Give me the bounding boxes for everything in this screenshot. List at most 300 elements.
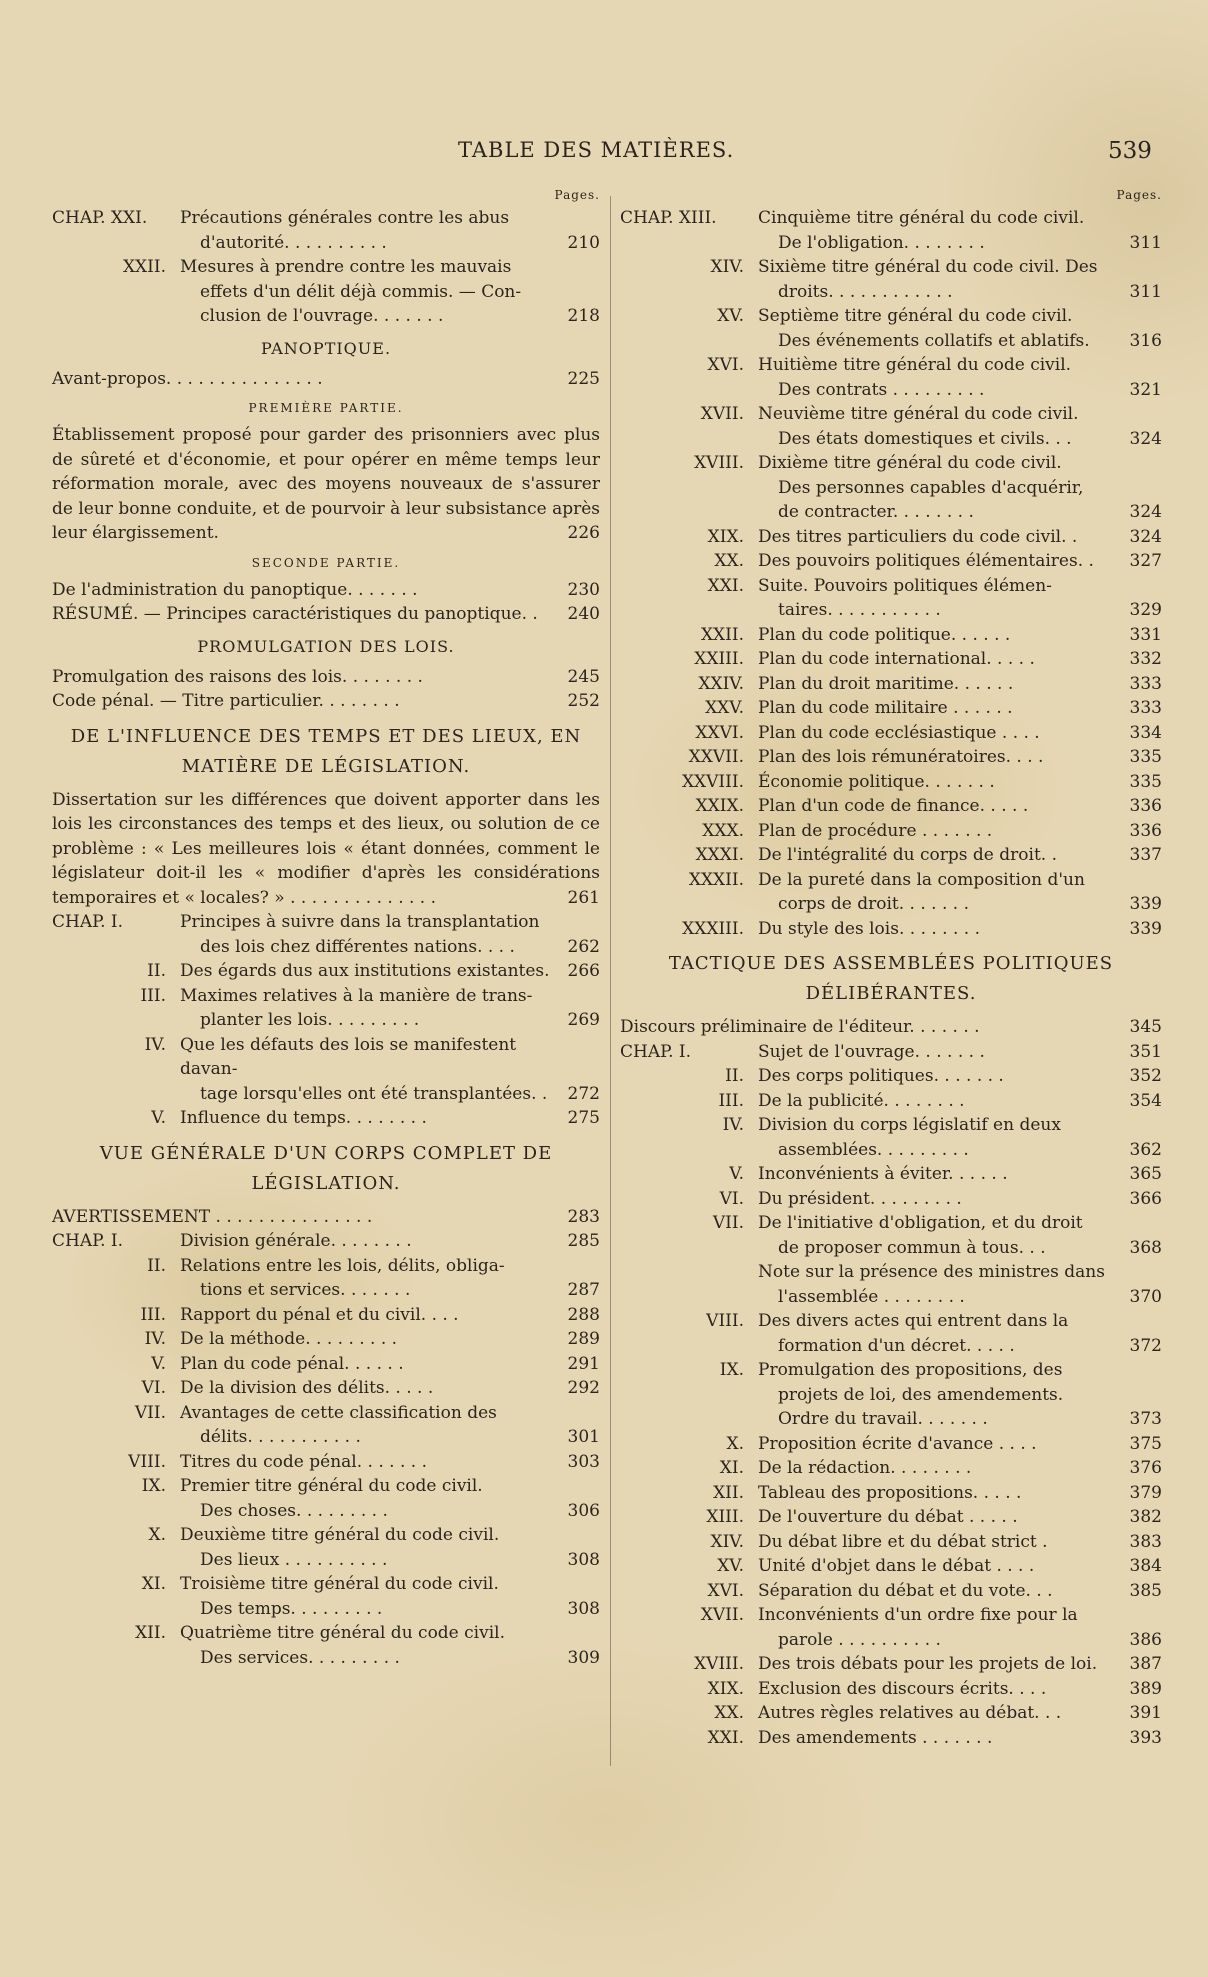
chapter-number: XII. [713, 1482, 744, 1503]
toc-entry [52, 984, 600, 1033]
toc-entry [52, 1106, 600, 1131]
toc-entry [620, 721, 1162, 746]
chapter-number: XXIII. [694, 649, 744, 669]
toc-entry [620, 1064, 1162, 1089]
page-ref: 345 [1129, 1017, 1162, 1037]
entry-text: clusion de l'ouvrage. . . . . . . [200, 306, 444, 326]
page-ref: 285 [567, 1231, 600, 1251]
page-ref: 266 [567, 961, 600, 981]
toc-entry [620, 255, 1162, 304]
toc-entry [52, 1376, 600, 1401]
entry-text: Des égards dus aux institutions existantes. [180, 961, 550, 981]
entry-text: tage lorsqu'elles ont été transplantées. . [200, 1083, 548, 1104]
page-ref: 316 [1129, 330, 1162, 351]
entry-text: Des états domestiques et civils. . . [778, 428, 1072, 449]
chapter-number: V. [729, 1164, 744, 1184]
page-ref: 352 [1129, 1066, 1162, 1086]
entry-text: Relations entre les lois, délits, obliga- [180, 1255, 505, 1276]
toc-entry [620, 1309, 1162, 1358]
entry-text: Des contrats . . . . . . . . . [778, 379, 985, 400]
entry-text: Discours préliminaire de l'éditeur. . . . . . . [620, 1017, 980, 1037]
chapter-number: VIII. [706, 1311, 744, 1331]
page-ref: 379 [1129, 1482, 1162, 1503]
chapter-number: X. [726, 1433, 744, 1454]
toc-entry [52, 910, 600, 959]
chapter-number: XI. [141, 1574, 166, 1594]
toc-entry [620, 1040, 1162, 1065]
entry-text: Des trois débats pour les projets de loi. [758, 1654, 1098, 1674]
page-ref: 331 [1129, 624, 1162, 645]
page-ref: 245 [567, 666, 600, 687]
toc-entry [52, 1621, 600, 1670]
toc-entry [620, 1358, 1162, 1432]
chapter-number: XX. [714, 551, 744, 571]
toc-entry [620, 794, 1162, 819]
chapter-number: IV. [144, 1034, 166, 1055]
chapter-number: IX. [719, 1360, 744, 1380]
page-ref: 306 [567, 1500, 600, 1521]
section-heading: TACTIQUE DES ASSEMBLÉES POLITIQUES DÉLIBÉRANTES. [668, 953, 1114, 1004]
entry-text: Plan du droit maritime. . . . . . [758, 673, 1014, 694]
toc-entry [620, 1530, 1162, 1555]
chapter-number: XXII. [700, 624, 744, 645]
entry-text: Influence du temps. . . . . . . . [180, 1108, 427, 1128]
toc-paragraph-entry [52, 788, 600, 911]
toc-entry [620, 819, 1162, 844]
entry-text: Cinquième titre général du code civil. [758, 208, 1085, 228]
chapter-number: XXVII. [688, 747, 744, 767]
toc-entry [620, 402, 1162, 451]
entry-text: Des événements collatifs et ablatifs. [778, 330, 1090, 351]
page-ref: 389 [1129, 1678, 1162, 1699]
chapter-number: XIX. [707, 1678, 744, 1699]
chapter-number: VII. [134, 1402, 166, 1423]
entry-text: Rapport du pénal et du civil. . . . [180, 1304, 459, 1325]
entry-text: corps de droit. . . . . . . [778, 894, 970, 914]
running-title: TABLE DES MATIÈRES. [458, 138, 735, 162]
page-ref: 386 [1129, 1629, 1162, 1650]
chapter-number: VI. [719, 1188, 744, 1209]
toc-entry [620, 1701, 1162, 1726]
chapter-number: XIX. [707, 526, 744, 547]
chapter-number: CHAP. XXI. [52, 208, 148, 228]
chapter-number: XXXIII. [682, 918, 744, 939]
toc-entry [620, 1260, 1162, 1309]
chapter-number: V. [151, 1108, 166, 1128]
entry-text: Unité d'objet dans le débat . . . . [758, 1556, 1035, 1576]
entry-text: effets d'un délit déjà commis. — Con- [200, 281, 522, 302]
toc-entry [620, 623, 1162, 648]
section-heading: VUE GÉNÉRALE D'UN CORPS COMPLET DE LÉGISLATION. [99, 1142, 553, 1194]
entry-text: Plan d'un code de finance. . . . . [758, 796, 1029, 816]
page-ref: 321 [1129, 379, 1162, 400]
toc-entry [620, 1652, 1162, 1677]
toc-entry [620, 549, 1162, 574]
chapter-number: CHAP. I. [52, 1231, 124, 1251]
pages-label: Pages. [554, 188, 600, 202]
page-ref: 289 [567, 1329, 600, 1349]
page-ref: 226 [567, 523, 600, 543]
page-ref: 252 [567, 691, 600, 711]
entry-text: Division du corps législatif en deux [758, 1115, 1061, 1135]
page-ref: 308 [567, 1598, 600, 1619]
entry-text: Plan du code international. . . . . [758, 649, 1035, 669]
toc-entry [52, 1205, 600, 1230]
toc-entry [620, 1677, 1162, 1702]
page-ref: 240 [567, 604, 600, 624]
entry-text: de proposer commun à tous. . . [778, 1237, 1046, 1258]
toc-entry [620, 1015, 1162, 1040]
page-ref: 262 [567, 936, 600, 957]
entry-text: Promulgation des raisons des lois. . . . . . . . [52, 666, 423, 687]
chapter-number: VIII. [128, 1451, 166, 1472]
chapter-number: XV. [717, 306, 744, 326]
chapter-number: XIII. [706, 1507, 744, 1527]
chapter-number: XXI. [707, 575, 744, 596]
entry-text: parole . . . . . . . . . . [778, 1629, 941, 1650]
entry-text: Septième titre général du code civil. [758, 306, 1073, 326]
page-number: 539 [1108, 138, 1152, 164]
toc-entry [620, 1505, 1162, 1530]
entry-text: Neuvième titre général du code civil. [758, 404, 1079, 424]
entry-text: Proposition écrite d'avance . . . . [758, 1433, 1037, 1454]
page-ref: 383 [1129, 1531, 1162, 1552]
toc-entry [620, 1579, 1162, 1604]
entry-text: De l'obligation. . . . . . . . [778, 232, 985, 253]
entry-text: assemblées. . . . . . . . . [778, 1139, 969, 1160]
chapter-number: IX. [141, 1476, 166, 1496]
entry-text: planter les lois. . . . . . . . . [200, 1010, 420, 1030]
entry-text: Des corps politiques. . . . . . . [758, 1066, 1004, 1086]
entry-text: Promulgation des propositions, des [758, 1360, 1063, 1380]
toc-entry [620, 1481, 1162, 1506]
entry-text: Titres du code pénal. . . . . . . [180, 1451, 427, 1472]
toc-entry [620, 1162, 1162, 1187]
page-ref: 311 [1129, 232, 1162, 253]
entry-text: l'assemblée . . . . . . . . [778, 1286, 965, 1307]
chapter-number: XIV. [710, 257, 744, 277]
section-heading: PROMULGATION DES LOIS. [197, 636, 455, 656]
page-ref: 351 [1129, 1041, 1162, 1062]
entry-text: d'autorité. . . . . . . . . . [200, 232, 387, 253]
entry-text: De la pureté dans la composition d'un [758, 869, 1085, 890]
entry-text: tions et services. . . . . . . [200, 1280, 411, 1300]
page-ref: 291 [567, 1353, 600, 1374]
entry-text: De la publicité. . . . . . . . [758, 1090, 965, 1111]
toc-entry [620, 1187, 1162, 1212]
entry-text: Plan du code ecclésiastique . . . . [758, 722, 1040, 743]
toc-entry [52, 578, 600, 603]
entry-text: Des lieux . . . . . . . . . . [200, 1549, 388, 1570]
chapter-number: IV. [144, 1329, 166, 1349]
chapter-number: XVII. [700, 1605, 744, 1625]
entry-text: des lois chez différentes nations. . . . [200, 936, 515, 957]
toc-entry [52, 367, 600, 392]
section-heading: PREMIÈRE PARTIE. [248, 401, 404, 415]
right-column [620, 188, 1162, 1750]
toc-entry [620, 353, 1162, 402]
page-ref: 333 [1129, 698, 1162, 718]
chapter-number: II. [725, 1066, 744, 1086]
page-ref: 354 [1129, 1090, 1162, 1111]
chapter-number: XXX. [702, 820, 744, 841]
chapter-number: CHAP. I. [620, 1041, 692, 1062]
chapter-number: XII. [135, 1623, 166, 1643]
page-ref: 332 [1129, 649, 1162, 669]
entry-text: Division générale. . . . . . . . [180, 1231, 412, 1251]
page-ref: 339 [1129, 918, 1162, 939]
entry-text: Des choses. . . . . . . . . [200, 1500, 388, 1521]
entry-text: AVERTISSEMENT . . . . . . . . . . . . . . . [52, 1206, 373, 1227]
entry-text: Quatrième titre général du code civil. [180, 1623, 505, 1643]
toc-entry [620, 745, 1162, 770]
page-ref: 365 [1129, 1164, 1162, 1184]
entry-text: Des temps. . . . . . . . . [200, 1598, 383, 1619]
entry-text: Mesures à prendre contre les mauvais [180, 257, 512, 277]
toc-entry [620, 843, 1162, 868]
page-ref: 292 [567, 1378, 600, 1398]
chapter-number: IV. [722, 1115, 744, 1135]
chapter-number: CHAP. XIII. [620, 208, 717, 228]
entry-text: Du débat libre et du débat strict . [758, 1531, 1048, 1552]
page-ref: 336 [1129, 820, 1162, 841]
entry-text: Établissement proposé pour garder des prisonniers avec plus de sûreté et d'économie, et pour opérer en même temps leur réformation morale, avec des moyens nouveaux de s'assurer de leur bonne conduite, et de pourvoir à leur subsistance après leur élargissement. [52, 425, 600, 543]
page-ref: 335 [1129, 771, 1162, 792]
toc-entry [620, 770, 1162, 795]
page-ref: 329 [1129, 600, 1162, 620]
entry-text: Économie politique. . . . . . . [758, 771, 995, 792]
page-ref: 275 [567, 1108, 600, 1128]
left-column [52, 188, 600, 1670]
toc-entry [620, 451, 1162, 525]
page-ref: 337 [1129, 845, 1162, 865]
chapter-number: XXIV. [698, 673, 744, 694]
entry-text: Sujet de l'ouvrage. . . . . . . [758, 1041, 985, 1062]
entry-text: Troisième titre général du code civil. [180, 1574, 499, 1594]
page-ref: 382 [1129, 1507, 1162, 1527]
entry-text: Dissertation sur les différences que doivent apporter dans les lois les circonstances des temps et des lieux, ou solution de ce problème : « Les meilleures lois « étant données, comment le législateur doit-il les « modifier d'après les considérations temporaires et « locales? » . . . . . . . . . . . . . . [52, 789, 600, 908]
chapter-number: XXXI. [695, 845, 744, 865]
chapter-number: XXVIII. [681, 771, 744, 792]
page-ref: 218 [567, 306, 600, 326]
toc-entry [52, 1254, 600, 1303]
entry-text: Deuxième titre général du code civil. [180, 1525, 500, 1545]
entry-text: Plan des lois rémunératoires. . . . [758, 747, 1044, 767]
entry-text: Tableau des propositions. . . . . [758, 1482, 1022, 1503]
entry-text: Des services. . . . . . . . . [200, 1647, 400, 1668]
toc-entry [620, 1089, 1162, 1114]
toc-entry [620, 574, 1162, 623]
entry-text: Des personnes capables d'acquérir, [778, 477, 1084, 498]
toc-entry [52, 1450, 600, 1475]
toc-entry [52, 255, 600, 329]
entry-text: Dixième titre général du code civil. [758, 453, 1062, 473]
page-ref: 261 [567, 887, 600, 908]
entry-text: de contracter. . . . . . . . [778, 502, 974, 522]
chapter-number: XVIII. [694, 1654, 744, 1674]
entry-text: Premier titre général du code civil. [180, 1476, 483, 1496]
page-ref: 339 [1129, 894, 1162, 914]
page-ref: 334 [1129, 722, 1162, 743]
chapter-number: CHAP. I. [52, 912, 124, 932]
chapter-number: III. [718, 1090, 744, 1111]
entry-text: Ordre du travail. . . . . . . [778, 1409, 988, 1429]
chapter-number: XV. [717, 1556, 744, 1576]
column-divider [610, 196, 611, 1766]
toc-entry [620, 1113, 1162, 1162]
chapter-number: XXV. [705, 698, 744, 718]
page-ref: 287 [567, 1280, 600, 1300]
page-ref: 309 [567, 1647, 600, 1668]
section-heading: DE L'INFLUENCE DES TEMPS ET DES LIEUX, EN MATIÈRE DE LÉGISLATION. [70, 725, 582, 777]
toc-entry [52, 665, 600, 690]
toc-entry [52, 206, 600, 255]
page-ref: 387 [1129, 1654, 1162, 1674]
toc-entry [52, 1474, 600, 1523]
page-ref: 327 [1129, 551, 1162, 571]
entry-text: Des pouvoirs politiques élémentaires. . [758, 551, 1094, 571]
page-ref: 311 [1129, 281, 1162, 302]
entry-text: De la méthode. . . . . . . . . [180, 1329, 398, 1349]
toc-entry [620, 672, 1162, 697]
entry-text: Sixième titre général du code civil. Des [758, 257, 1098, 277]
entry-text: droits. . . . . . . . . . . . [778, 281, 953, 302]
toc-entry [52, 1303, 600, 1328]
toc-entry [620, 1726, 1162, 1751]
toc-entry [620, 647, 1162, 672]
chapter-number: XVI. [707, 355, 744, 375]
page-ref: 384 [1129, 1556, 1162, 1576]
entry-text: De la division des délits. . . . . [180, 1378, 434, 1398]
toc-entry [620, 696, 1162, 721]
page-ref: 303 [567, 1451, 600, 1472]
entry-text: Séparation du débat et du vote. . . [758, 1580, 1053, 1601]
page-ref: 308 [567, 1549, 600, 1570]
toc-entry [52, 1523, 600, 1572]
toc-entry [52, 689, 600, 714]
chapter-number: XXVI. [695, 722, 744, 743]
page-ref: 333 [1129, 673, 1162, 694]
entry-text: Plan de procédure . . . . . . . [758, 820, 993, 841]
page-ref: 366 [1129, 1188, 1162, 1209]
page-ref: 373 [1129, 1409, 1162, 1429]
page-ref: 272 [567, 1083, 600, 1104]
toc-entry [52, 1401, 600, 1450]
entry-text: De l'intégralité du corps de droit. . [758, 845, 1057, 865]
entry-text: Plan du code politique. . . . . . [758, 624, 1011, 645]
section-heading: PANOPTIQUE. [260, 338, 392, 358]
entry-text: Précautions générales contre les abus [180, 208, 510, 228]
pages-label: Pages. [1116, 188, 1162, 202]
chapter-number: III. [140, 1304, 166, 1325]
page-ref: 376 [1129, 1458, 1162, 1478]
toc-entry [620, 1554, 1162, 1579]
toc-entry [52, 602, 600, 627]
chapter-number: II. [147, 961, 166, 981]
chapter-number: VII. [712, 1213, 744, 1233]
chapter-number: X. [148, 1525, 166, 1545]
entry-text: Des divers actes qui entrent dans la [758, 1311, 1069, 1331]
entry-text: Des amendements . . . . . . . [758, 1727, 993, 1748]
chapter-number: XVII. [700, 404, 744, 424]
page-ref: 370 [1129, 1286, 1162, 1307]
entry-text: formation d'un décret. . . . . [778, 1335, 1015, 1356]
page-ref: 288 [567, 1304, 600, 1325]
chapter-number: XI. [719, 1458, 744, 1478]
entry-text: taires. . . . . . . . . . . [778, 600, 941, 620]
entry-text: Code pénal. — Titre particulier. . . . . . . . [52, 691, 400, 711]
chapter-number: VI. [141, 1378, 166, 1398]
entry-text: Huitième titre général du code civil. [758, 355, 1072, 375]
entry-text: Autres règles relatives au débat. . . [758, 1703, 1062, 1723]
toc-entry [620, 917, 1162, 942]
page-ref: 324 [1129, 428, 1162, 449]
entry-text: Plan du code pénal. . . . . . [180, 1353, 404, 1374]
chapter-number: XXIX. [695, 796, 744, 816]
toc-entry [620, 304, 1162, 353]
chapter-number: XVI. [707, 1580, 744, 1601]
chapter-number: XXI. [707, 1727, 744, 1748]
entry-text: De l'ouverture du débat . . . . . [758, 1507, 1018, 1527]
entry-text: Maximes relatives à la manière de trans- [180, 985, 533, 1006]
entry-text: De l'initiative d'obligation, et du droit [758, 1213, 1083, 1233]
entry-text: délits. . . . . . . . . . . [200, 1427, 361, 1447]
toc-entry [620, 206, 1162, 255]
entry-text: Avantages de cette classification des [180, 1402, 497, 1423]
entry-text: RÉSUMÉ. — Principes caractéristiques du panoptique. . [52, 604, 538, 624]
toc-entry [52, 1033, 600, 1107]
page-ref: 283 [567, 1206, 600, 1227]
entry-text: Des titres particuliers du code civil. . [758, 526, 1078, 547]
page-ref: 375 [1129, 1433, 1162, 1454]
entry-text: Que les défauts des lois se manifestent davan- [180, 1034, 517, 1079]
entry-text: Principes à suivre dans la transplantation [180, 912, 540, 932]
page-ref: 368 [1129, 1237, 1162, 1258]
entry-text: Du président. . . . . . . . . [758, 1188, 962, 1209]
page-ref: 324 [1129, 526, 1162, 547]
page-ref: 336 [1129, 796, 1162, 816]
toc-entry [52, 1572, 600, 1621]
toc-entry [620, 1211, 1162, 1260]
chapter-number: II. [147, 1255, 166, 1276]
page-ref: 391 [1129, 1703, 1162, 1723]
chapter-number: III. [140, 985, 166, 1006]
chapter-number: XIV. [710, 1531, 744, 1552]
entry-text: Exclusion des discours écrits. . . . [758, 1678, 1047, 1699]
page-ref: 301 [567, 1427, 600, 1447]
page-ref: 385 [1129, 1580, 1162, 1601]
toc-entry [52, 959, 600, 984]
page-ref: 362 [1129, 1139, 1162, 1160]
toc-entry [620, 1432, 1162, 1457]
page-ref: 324 [1129, 502, 1162, 522]
entry-text: Inconvénients à éviter. . . . . . [758, 1164, 1008, 1184]
toc-paragraph-entry [52, 423, 600, 546]
toc-entry [52, 1229, 600, 1254]
entry-text: Inconvénients d'un ordre fixe pour la [758, 1605, 1078, 1625]
chapter-number: V. [151, 1353, 166, 1374]
page-ref: 335 [1129, 747, 1162, 767]
toc-entry [52, 1327, 600, 1352]
chapter-number: XX. [714, 1703, 744, 1723]
entry-text: De l'administration du panoptique. . . . . . . [52, 579, 418, 600]
chapter-number: XXXII. [688, 869, 744, 890]
toc-entry [620, 525, 1162, 550]
entry-text: projets de loi, des amendements. [778, 1384, 1064, 1405]
entry-text: Suite. Pouvoirs politiques élémen- [758, 575, 1052, 596]
page-header [0, 138, 1208, 168]
page-ref: 269 [567, 1010, 600, 1030]
